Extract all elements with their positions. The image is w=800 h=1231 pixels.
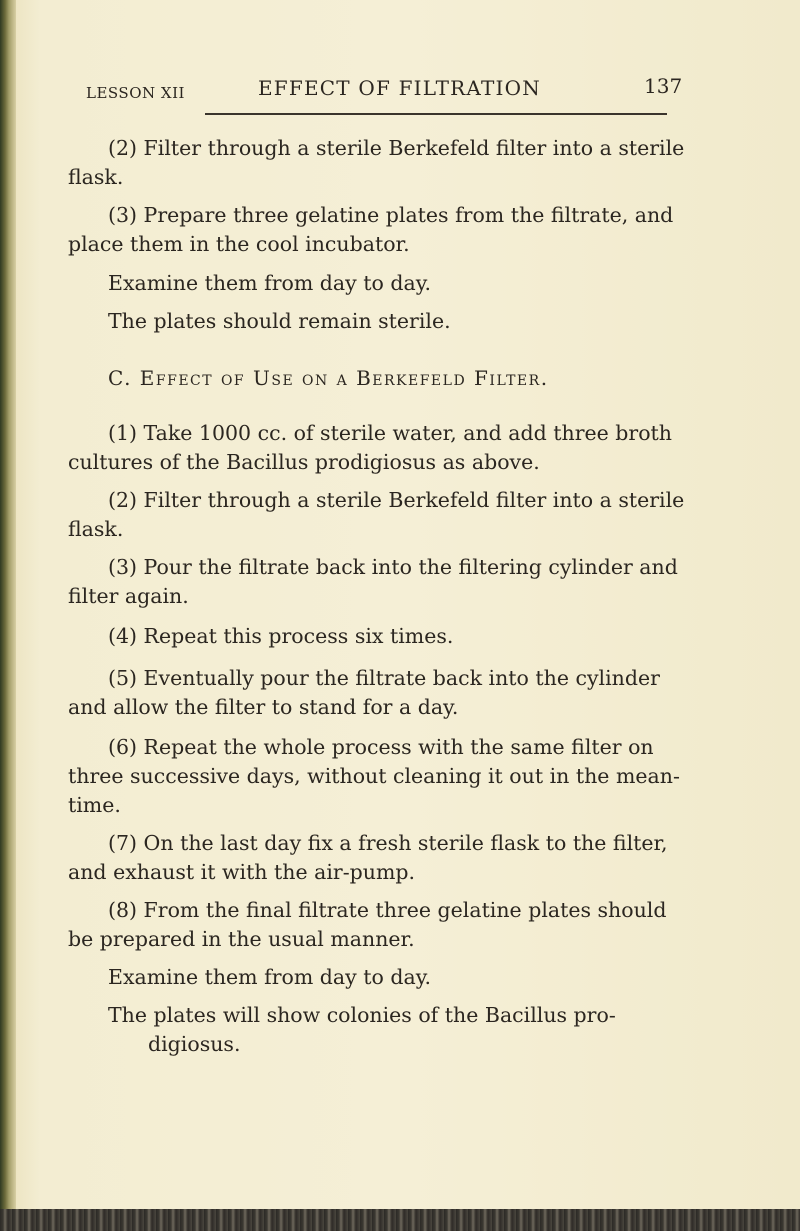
text-line: flask. (68, 165, 124, 189)
text-line: and allow the filter to stand for a day. (68, 695, 459, 719)
text-line: Examine them from day to day. (108, 271, 432, 295)
text-line: filter again. (68, 584, 189, 608)
text-line: and exhaust it with the air-pump. (68, 860, 416, 884)
text-line: (5) Eventually pour the filtrate back into the cylinder (108, 666, 660, 690)
text-line: time. (68, 793, 121, 817)
text-line: (3) Prepare three gelatine plates from the filtrate, and (108, 203, 674, 227)
section-heading: C. Effect of Use on a Berkefeld Filter. (108, 366, 549, 390)
text-line: be prepared in the usual manner. (68, 927, 415, 951)
text-line: digiosus. (148, 1032, 241, 1056)
running-header (0, 72, 800, 102)
text-line: (3) Pour the filtrate back into the filtering cylinder and (108, 555, 678, 579)
text-line: The plates will show colonies of the Bacillus pro- (108, 1003, 616, 1027)
text-line: Examine them from day to day. (108, 965, 432, 989)
text-line: cultures of the Bacillus prodigiosus as above. (68, 450, 540, 474)
chapter-title: EFFECT OF FILTRATION (258, 76, 541, 100)
text-line: flask. (68, 517, 124, 541)
text-line: (2) Filter through a sterile Berkefeld filter into a sterile (108, 488, 685, 512)
text-line: three successive days, without cleaning it out in the mean- (68, 764, 680, 788)
header-rule (205, 113, 667, 115)
text-line: (6) Repeat the whole process with the same filter on (108, 735, 654, 759)
text-line: (2) Filter through a sterile Berkefeld filter into a sterile (108, 136, 685, 160)
text-line: (1) Take 1000 cc. of sterile water, and add three broth (108, 421, 673, 445)
book-spine-edge (0, 0, 16, 1231)
text-line: (4) Repeat this process six times. (108, 624, 454, 648)
text-line: (7) On the last day fix a fresh sterile flask to the filter, (108, 831, 668, 855)
text-line: place them in the cool incubator. (68, 232, 410, 256)
lesson-label: LESSON XII (86, 84, 185, 102)
text-line: (8) From the final filtrate three gelatine plates should (108, 898, 667, 922)
page-number: 137 (644, 74, 683, 98)
text-line: The plates should remain sterile. (108, 309, 451, 333)
book-bottom-edge (0, 1209, 800, 1231)
